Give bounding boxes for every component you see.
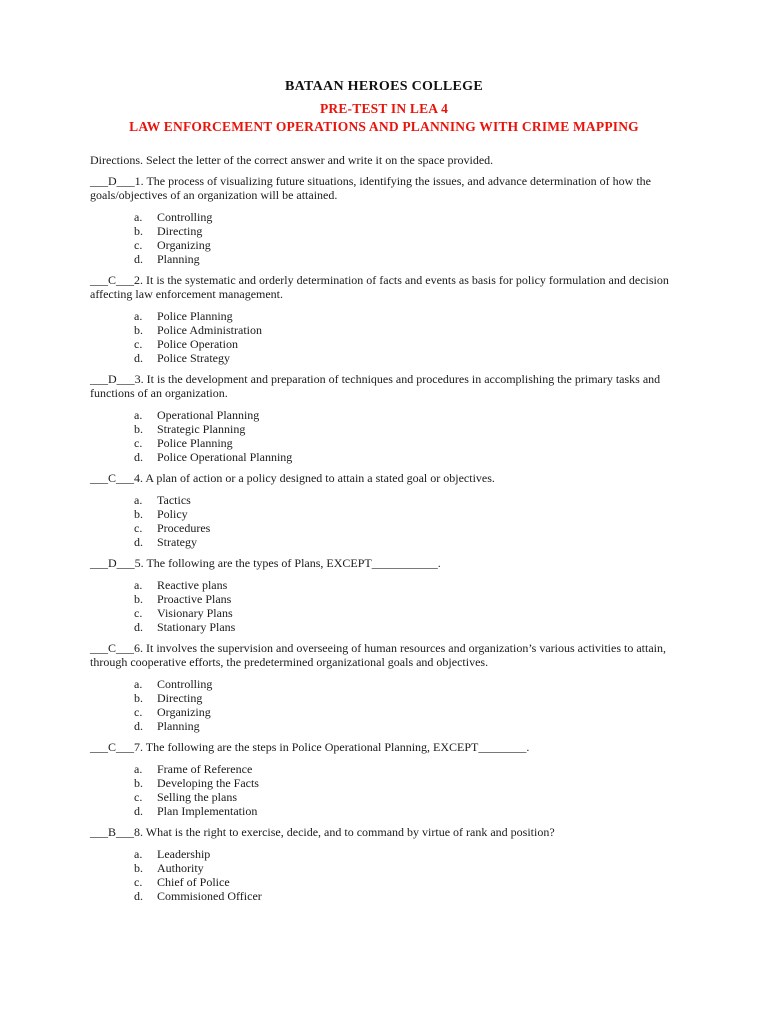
question-stem: ___C___4. A plan of action or a policy designed to attain a stated goal or objectives. bbox=[90, 471, 495, 485]
choice-text: Selling the plans bbox=[157, 790, 237, 804]
choice-letter: c. bbox=[134, 337, 143, 351]
choice-text: Commisioned Officer bbox=[157, 889, 262, 903]
choice-text: Planning bbox=[157, 252, 200, 266]
choice-text: Leadership bbox=[157, 847, 211, 861]
question-stem: ___C___7. The following are the steps in Police Operational Planning, EXCEPT________. bbox=[90, 740, 530, 754]
choice-item bbox=[134, 521, 678, 535]
choice-letter: d. bbox=[134, 535, 143, 549]
choice-text: Developing the Facts bbox=[157, 776, 259, 790]
choice-text: Visionary Plans bbox=[157, 606, 233, 620]
question-5 bbox=[90, 556, 678, 634]
choice-letter: a. bbox=[134, 493, 143, 507]
choice-item bbox=[134, 620, 678, 634]
choice-item bbox=[134, 790, 678, 804]
choice-text: Police Operational Planning bbox=[157, 450, 293, 464]
choice-text: Reactive plans bbox=[157, 578, 228, 592]
choice-item bbox=[134, 224, 678, 238]
choice-text: Proactive Plans bbox=[157, 592, 232, 606]
choice-item bbox=[134, 762, 678, 776]
choice-item bbox=[134, 351, 678, 365]
subject-title: LAW ENFORCEMENT OPERATIONS AND PLANNING WITH CRIME MAPPING bbox=[129, 119, 639, 134]
question-list bbox=[90, 174, 678, 903]
choice-text: Policy bbox=[157, 507, 188, 521]
choice-text: Strategic Planning bbox=[157, 422, 246, 436]
choice-text: Procedures bbox=[157, 521, 211, 535]
choice-text: Planning bbox=[157, 719, 200, 733]
choice-letter: a. bbox=[134, 762, 143, 776]
question-stem: ___D___1. The process of visualizing future situations, identifying the issues, and advance determination of how the goals/objectives of an organization will be attained. bbox=[90, 174, 651, 202]
choice-item bbox=[134, 691, 678, 705]
choice-letter: a. bbox=[134, 677, 143, 691]
choice-letter: b. bbox=[134, 422, 143, 436]
choice-item bbox=[134, 252, 678, 266]
document-header bbox=[90, 78, 678, 136]
choice-list bbox=[90, 309, 678, 365]
choice-item bbox=[134, 875, 678, 889]
choice-list bbox=[90, 493, 678, 549]
choice-text: Authority bbox=[157, 861, 204, 875]
choice-text: Police Strategy bbox=[157, 351, 230, 365]
choice-letter: c. bbox=[134, 521, 143, 535]
choice-letter: a. bbox=[134, 847, 143, 861]
choice-item bbox=[134, 719, 678, 733]
choice-item bbox=[134, 606, 678, 620]
directions-text: Directions. Select the letter of the correct answer and write it on the space provided. bbox=[90, 153, 494, 167]
choice-item bbox=[134, 677, 678, 691]
choice-text: Directing bbox=[157, 691, 203, 705]
choice-letter: a. bbox=[134, 578, 143, 592]
choice-item bbox=[134, 804, 678, 818]
choice-text: Strategy bbox=[157, 535, 197, 549]
choice-text: Frame of Reference bbox=[157, 762, 253, 776]
choice-letter: b. bbox=[134, 592, 143, 606]
question-7 bbox=[90, 740, 678, 818]
choice-letter: b. bbox=[134, 861, 143, 875]
choice-letter: a. bbox=[134, 309, 143, 323]
choice-text: Organizing bbox=[157, 238, 211, 252]
choice-letter: c. bbox=[134, 436, 143, 450]
choice-letter: a. bbox=[134, 408, 143, 422]
choice-text: Plan Implementation bbox=[157, 804, 258, 818]
choice-letter: d. bbox=[134, 620, 143, 634]
choice-text: Operational Planning bbox=[157, 408, 260, 422]
choice-item bbox=[134, 705, 678, 719]
choice-item bbox=[134, 450, 678, 464]
choice-text: Organizing bbox=[157, 705, 211, 719]
choice-letter: c. bbox=[134, 705, 143, 719]
choice-list bbox=[90, 677, 678, 733]
choice-list bbox=[90, 408, 678, 464]
choice-text: Tactics bbox=[157, 493, 191, 507]
choice-list bbox=[90, 578, 678, 634]
choice-item bbox=[134, 578, 678, 592]
question-8 bbox=[90, 825, 678, 903]
choice-list bbox=[90, 210, 678, 266]
choice-letter: d. bbox=[134, 804, 143, 818]
choice-letter: c. bbox=[134, 790, 143, 804]
question-3 bbox=[90, 372, 678, 464]
choice-text: Controlling bbox=[157, 677, 213, 691]
choice-item bbox=[134, 323, 678, 337]
choice-item bbox=[134, 847, 678, 861]
choice-item bbox=[134, 592, 678, 606]
choice-letter: d. bbox=[134, 719, 143, 733]
question-stem: ___C___6. It involves the supervision and overseeing of human resources and organization’s various activities to attain, through cooperative efforts, the predetermined organizational goals and objectives. bbox=[90, 641, 666, 669]
question-2 bbox=[90, 273, 678, 365]
choice-letter: c. bbox=[134, 238, 143, 252]
choice-letter: d. bbox=[134, 889, 143, 903]
question-stem: ___D___3. It is the development and preparation of techniques and procedures in accomplishing the primary tasks and functions of an organization. bbox=[90, 372, 661, 400]
choice-text: Police Operation bbox=[157, 337, 238, 351]
choice-item bbox=[134, 535, 678, 549]
choice-letter: b. bbox=[134, 507, 143, 521]
question-4 bbox=[90, 471, 678, 549]
choice-letter: d. bbox=[134, 252, 143, 266]
choice-letter: d. bbox=[134, 351, 143, 365]
choice-letter: b. bbox=[134, 776, 143, 790]
choice-text: Police Planning bbox=[157, 436, 233, 450]
question-6 bbox=[90, 641, 678, 733]
choice-text: Chief of Police bbox=[157, 875, 230, 889]
choice-letter: c. bbox=[134, 606, 143, 620]
choice-text: Police Administration bbox=[157, 323, 262, 337]
choice-item bbox=[134, 238, 678, 252]
choice-item bbox=[134, 337, 678, 351]
choice-item bbox=[134, 436, 678, 450]
college-name: BATAAN HEROES COLLEGE bbox=[285, 79, 483, 94]
test-title: PRE-TEST IN LEA 4 bbox=[319, 101, 449, 116]
choice-list bbox=[90, 762, 678, 818]
choice-text: Police Planning bbox=[157, 309, 233, 323]
choice-letter: d. bbox=[134, 450, 143, 464]
choice-text: Controlling bbox=[157, 210, 213, 224]
choice-letter: c. bbox=[134, 875, 143, 889]
choice-item bbox=[134, 776, 678, 790]
question-1 bbox=[90, 174, 678, 266]
choice-letter: b. bbox=[134, 224, 143, 238]
choice-text: Directing bbox=[157, 224, 203, 238]
choice-item bbox=[134, 507, 678, 521]
choice-letter: b. bbox=[134, 323, 143, 337]
choice-item bbox=[134, 861, 678, 875]
question-stem: ___D___5. The following are the types of Plans, EXCEPT___________. bbox=[90, 556, 441, 570]
choice-letter: b. bbox=[134, 691, 143, 705]
choice-item bbox=[134, 408, 678, 422]
question-stem: ___B___8. What is the right to exercise, decide, and to command by virtue of rank and position? bbox=[90, 825, 555, 839]
choice-letter: a. bbox=[134, 210, 143, 224]
choice-item bbox=[134, 309, 678, 323]
choice-item bbox=[134, 210, 678, 224]
choice-item bbox=[134, 422, 678, 436]
choice-item bbox=[134, 493, 678, 507]
choice-list bbox=[90, 847, 678, 903]
choice-text: Stationary Plans bbox=[157, 620, 236, 634]
question-stem: ___C___2. It is the systematic and orderly determination of facts and events as basis for policy formulation and decision affecting law enforcement management. bbox=[90, 273, 669, 301]
choice-item bbox=[134, 889, 678, 903]
